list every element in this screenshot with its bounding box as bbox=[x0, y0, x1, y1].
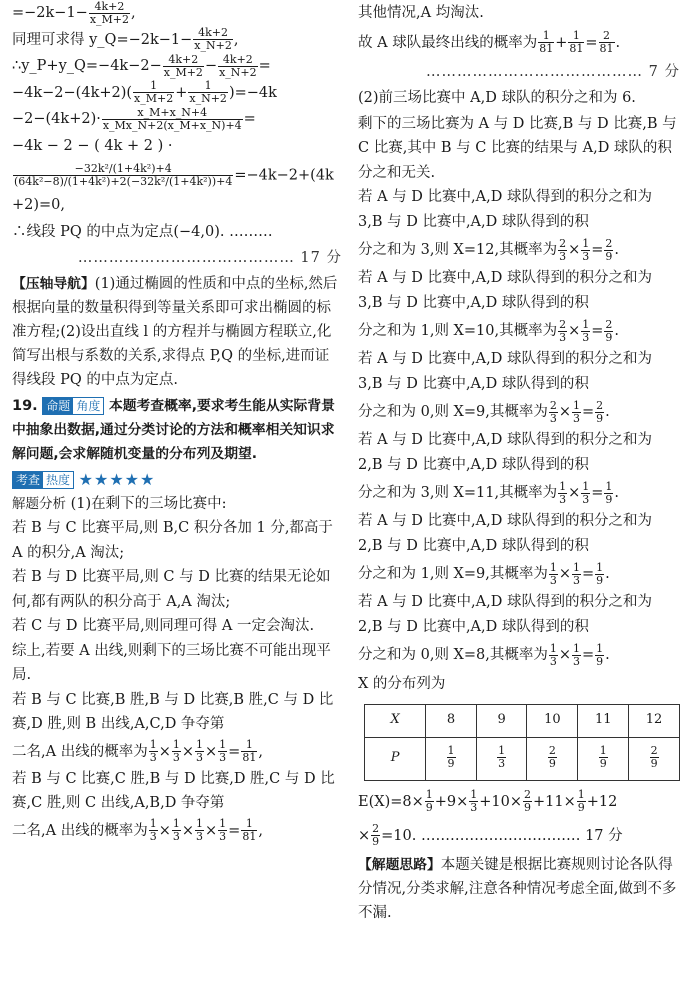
fraction: $\frac{2}{9}$ bbox=[596, 398, 604, 425]
table-header: X bbox=[365, 704, 426, 737]
right-column bbox=[358, 0, 680, 925]
fraction: $\frac{1}{3}$ bbox=[219, 738, 227, 764]
table-header: P bbox=[365, 737, 426, 780]
case-probability: 分之和为 1,则 X=9,其概率为 $\frac{1}{3}$ × $\frac{1}{3}$ = $\frac{1}{9}$ . bbox=[358, 560, 610, 587]
expectation-line: E(X)=8× $\frac{1}{9}$ +9× $\frac{1}{3}$ +10× $\frac{2}{9}$ +11× $\frac{1}{9}$ +12 bbox=[358, 788, 618, 814]
case-probability: 分之和为 0,则 X=9,其概率为 $\frac{2}{3}$ × $\frac{1}{3}$ = $\frac{2}{9}$ . bbox=[358, 398, 610, 425]
idea-title: 【解题思路】 bbox=[358, 856, 441, 873]
table-cell: $\frac{1}{9}$ bbox=[578, 737, 629, 780]
distribution-table bbox=[364, 704, 680, 781]
fraction: $\frac{1}{9}$ bbox=[596, 641, 604, 668]
fraction: $\frac{1}{3}$ bbox=[149, 738, 157, 764]
table-row bbox=[365, 704, 680, 737]
fraction: $\frac{1}{9}$ bbox=[605, 479, 613, 506]
fraction: $\frac{1}{3}$ bbox=[470, 788, 478, 814]
case-text: 若 A 与 D 比赛中,A,D 球队得到的积分之和为 2,B 与 D 比赛中,A,D 球队得到的积 bbox=[358, 513, 652, 554]
analysis-title: 解题分析 bbox=[12, 495, 66, 512]
fraction: $\frac{1}{3}$ bbox=[219, 817, 227, 843]
fraction: $\frac{1}{81}$ bbox=[539, 29, 554, 55]
eq-text: 同理可求得 y_Q=−2k−1− bbox=[12, 31, 193, 48]
fraction: $\frac{4k+2}{x\_M+2}$ bbox=[89, 0, 130, 26]
case-text: 若 A 与 D 比赛中,A,D 球队得到的积分之和为 3,B 与 D 比赛中,A,D 球队得到的积 bbox=[358, 351, 652, 392]
heat-tag: 考查 热度 bbox=[12, 471, 74, 489]
fraction: $\frac{1}{x\_N+2}$ bbox=[189, 79, 227, 105]
eq-text: =−2k−1− bbox=[12, 5, 88, 21]
eq-text: ∴y_P+y_Q=−4k−2− bbox=[12, 58, 162, 74]
fraction: $\frac{x\_M+x\_N+4}{x\_Mx\_N+2(x\_M+x\_N)+4}$ bbox=[102, 105, 242, 132]
table-cell: $\frac{1}{9}$ bbox=[426, 737, 477, 780]
case-item bbox=[358, 185, 680, 266]
fraction: $\frac{1}{3}$ bbox=[559, 479, 567, 506]
analysis-para: 若 B 与 D 比赛平局,则 C 与 D 比赛的结果无论如何,都有两队的积分高于 A,A 淘汰; bbox=[12, 569, 331, 610]
fraction: $\frac{4k+2}{x\_M+2}$ bbox=[163, 52, 203, 79]
fraction: $\frac{1}{3}$ bbox=[149, 817, 157, 843]
nav-title: 【压轴导航】 bbox=[12, 275, 95, 292]
equation-line-3: ∴y_P+y_Q=−4k−2− $\frac{4k+2}{x\_M+2}$ − $\frac{4k+2}{x\_N+2}$ = bbox=[12, 52, 271, 79]
case-item bbox=[358, 428, 680, 509]
table-cell: 9 bbox=[476, 704, 527, 737]
table-cell: $\frac{1}{3}$ bbox=[476, 737, 527, 780]
table-cell: 12 bbox=[629, 704, 680, 737]
fraction: $\frac{1}{81}$ bbox=[242, 738, 257, 764]
fraction: $\frac{1}{81}$ bbox=[569, 29, 584, 55]
conclusion-line: ∴线段 PQ 的中点为定点(−4,0). ……… bbox=[12, 223, 273, 240]
fraction: $\frac{1}{3}$ bbox=[172, 817, 180, 843]
fraction: $\frac{2}{9}$ bbox=[605, 236, 613, 263]
fraction: $\frac{1}{3}$ bbox=[582, 479, 590, 506]
solution-idea-note bbox=[358, 853, 680, 925]
fraction: $\frac{1}{3}$ bbox=[573, 398, 581, 425]
question-description: 本题考查概率,要求考生能从实际背景中抽象出数据,通过分类讨论的方法和概率相关知识求解问题,会求解随机变量的分布列及期望. bbox=[12, 397, 335, 462]
fraction: $\frac{1}{81}$ bbox=[242, 817, 257, 843]
expectation-line-2: × $\frac{2}{9}$ =10. …………………………… 17 分 bbox=[358, 822, 623, 848]
table-cell: $\frac{2}{9}$ bbox=[527, 737, 578, 780]
probability-line: 二名,A 出线的概率为 $\frac{1}{3}$ × $\frac{1}{3}$ × $\frac{1}{3}$ × $\frac{1}{3}$ = $\frac{1}{81}$ , bbox=[12, 738, 263, 764]
fraction: $\frac{1}{x\_M+2}$ bbox=[134, 79, 174, 105]
case-list bbox=[358, 185, 680, 671]
total-probability-line: 故 A 球队最终出线的概率为 $\frac{1}{81}$ + $\frac{1}{81}$ = $\frac{2}{81}$ . bbox=[358, 29, 621, 55]
fraction: $\frac{1}{9}$ bbox=[425, 788, 433, 814]
text-line: 其他情况,A 均淘汰. bbox=[358, 5, 484, 21]
fraction: $\frac{1}{3}$ bbox=[196, 738, 204, 764]
fraction: $\frac{1}{3}$ bbox=[549, 641, 557, 668]
case-probability: 分之和为 1,则 X=10,其概率为 $\frac{2}{3}$ × $\frac{1}{3}$ = $\frac{2}{9}$ . bbox=[358, 317, 620, 344]
fraction: $\frac{2}{9}$ bbox=[372, 822, 380, 848]
case-item bbox=[358, 347, 680, 428]
score-marker: …………………………………… 17 分 bbox=[77, 250, 342, 266]
case-item bbox=[358, 266, 680, 347]
analysis-para: 若 B 与 C 比赛平局,则 B,C 积分各加 1 分,都高于 A 的积分,A 淘汰; bbox=[12, 520, 333, 561]
table-cell: 8 bbox=[426, 704, 477, 737]
fraction: $\frac{2}{9}$ bbox=[605, 317, 613, 344]
fraction: $\frac{2}{3}$ bbox=[559, 236, 567, 263]
equation-line-2: 同理可求得 y_Q=−2k−1− $\frac{4k+2}{x\_N+2}$ , bbox=[12, 26, 239, 52]
case-probability: 分之和为 3,则 X=12,其概率为 $\frac{2}{3}$ × $\frac{1}{3}$ = $\frac{2}{9}$ . bbox=[358, 236, 620, 263]
equation-line-8: +2)=0, bbox=[12, 197, 66, 213]
equation-line-6: −4k − 2 − ( 4k + 2 ) · bbox=[12, 137, 173, 154]
text-line: (2)前三场比赛中 A,D 球队的积分之和为 6. bbox=[358, 90, 636, 106]
analysis-para: 若 C 与 D 比赛平局,则同理可得 A 一定会淘汰. bbox=[12, 618, 315, 634]
analysis-para: 若 B 与 C 比赛,B 胜,B 与 D 比赛,B 胜,C 与 D 比赛,D 胜,则 B 出线,A,C,D 争夺第 bbox=[12, 691, 334, 732]
fraction: $\frac{1}{9}$ bbox=[577, 788, 585, 814]
case-text: 若 A 与 D 比赛中,A,D 球队得到的积分之和为 3,B 与 D 比赛中,A,D 球队得到的积 bbox=[358, 270, 652, 311]
proposition-angle-tag: 命题 角度 bbox=[42, 397, 104, 415]
score-marker: …………………………………… 7 分 bbox=[426, 63, 680, 80]
question-number: 19. bbox=[12, 397, 38, 414]
fraction: $\frac{\text{−32k²/(1+4k²)+4}}{\text{(64k²−8)/(1+4k²)+2(−32k²/(1+4k²))+4}}$ bbox=[14, 162, 233, 188]
question-19-header bbox=[12, 394, 342, 466]
analysis-para: 若 B 与 C 比赛,C 胜,B 与 D 比赛,D 胜,C 与 D 比赛,C 胜,则 C 出线,A,B,D 争夺第 bbox=[12, 770, 335, 811]
fraction: $\frac{1}{3}$ bbox=[582, 317, 590, 344]
fraction: $\frac{2}{81}$ bbox=[599, 29, 614, 55]
table-cell: 11 bbox=[578, 704, 629, 737]
fraction: $\frac{4k+2}{x\_N+2}$ bbox=[194, 26, 232, 52]
case-probability: 分之和为 0,则 X=8,其概率为 $\frac{1}{3}$ × $\frac{1}{3}$ = $\frac{1}{9}$ . bbox=[358, 641, 610, 668]
table-cell: 10 bbox=[527, 704, 578, 737]
fraction: $\frac{1}{3}$ bbox=[573, 560, 581, 587]
analysis-block: 解题分析 (1)在剩下的三场比赛中: 若 B 与 C 比赛平局,则 B,C 积分各加 1 分,都高于 A 的积分,A 淘汰; 若 B 与 D 比赛平局,则 C 与 D 比赛的结果无论如何,都有两队的积分高于 A,A 淘汰; 若 C 与 D 比赛平局,则同理可得 A 一定会淘汰. 综上,若要 A 出线,则剩下的三场比赛不可能出现平局. 若 B 与 C 比赛,B 胜,B 与 D 比赛,B 胜,C 与 D 比赛,D 胜,则 B 出线,A,C,D 争夺第 二名,A 出线的概率为 $\frac{1}{3}$ × $\frac{1}{3}$ × $\frac{1}{3}$ × $\frac{1}{3}$ = $\frac{1}{81}$ , 若 B 与 C 比赛,C 胜,B 与 D 比赛,D 胜,C 与 D 比赛,C 胜,则 C 出线,A,B,D 争夺第 二名,A 出线的概率为 $\frac{1}{3}$ × $\frac{1}{3}$ × $\frac{1}{3}$ × $\frac{1}{3}$ = $\frac{1}{81}$ , bbox=[12, 492, 342, 846]
equation-line-5: −2−(4k+2)· $\frac{x\_M+x\_N+4}{x\_Mx\_N+2(x\_M+x\_N)+4}$ = bbox=[12, 105, 256, 132]
idea-text: 本题关键是根据比赛规则讨论各队得分情况,分类求解,注意各种情况考虑全面,做到不多不漏. bbox=[358, 856, 677, 921]
case-text: 若 A 与 D 比赛中,A,D 球队得到的积分之和为 2,B 与 D 比赛中,A,D 球队得到的积 bbox=[358, 432, 652, 473]
probability-line: 二名,A 出线的概率为 $\frac{1}{3}$ × $\frac{1}{3}$ × $\frac{1}{3}$ × $\frac{1}{3}$ = $\frac{1}{81}$ , bbox=[12, 817, 263, 843]
fraction: $\frac{1}{3}$ bbox=[573, 641, 581, 668]
case-probability: 分之和为 3,则 X=11,其概率为 $\frac{1}{3}$ × $\frac{1}{3}$ = $\frac{1}{9}$ . bbox=[358, 479, 620, 506]
equation-line-4: −4k−2−(4k+2)( $\frac{1}{x\_M+2}$ + $\frac{1}{x\_N+2}$ )=−4k bbox=[12, 79, 277, 105]
fraction: $\frac{2}{3}$ bbox=[559, 317, 567, 344]
case-text: 若 A 与 D 比赛中,A,D 球队得到的积分之和为 2,B 与 D 比赛中,A,D 球队得到的积 bbox=[358, 594, 652, 635]
equation-line-1: =−2k−1− $\frac{4k+2}{x\_M+2}$ , bbox=[12, 0, 136, 26]
fraction: $\frac{2}{3}$ bbox=[549, 398, 557, 425]
table-row bbox=[365, 737, 680, 780]
equation-line-7: $\frac{\text{−32k²/(1+4k²)+4}}{\text{(64k²−8)/(1+4k²)+2(−32k²/(1+4k²))+4}}$ =−4k−2+(4k bbox=[14, 162, 334, 188]
analysis-para: 综上,若要 A 出线,则剩下的三场比赛不可能出现平局. bbox=[12, 642, 331, 683]
fraction: $\frac{1}{3}$ bbox=[196, 817, 204, 843]
fraction: $\frac{2}{9}$ bbox=[524, 788, 532, 814]
fraction: $\frac{1}{3}$ bbox=[549, 560, 557, 587]
case-text: 若 A 与 D 比赛中,A,D 球队得到的积分之和为 3,B 与 D 比赛中,A,D 球队得到的积 bbox=[358, 189, 652, 230]
navigation-note bbox=[12, 272, 342, 392]
case-item bbox=[358, 509, 680, 590]
fraction: $\frac{1}{9}$ bbox=[596, 560, 604, 587]
table-cell: $\frac{2}{9}$ bbox=[629, 737, 680, 780]
fraction: $\frac{1}{3}$ bbox=[172, 738, 180, 764]
case-item bbox=[358, 590, 680, 671]
nav-text: (1)通过椭圆的性质和中点的坐标,然后根据向量的数量积得到等量关系即可求出椭圆的标准方程;(2)设出直线 l 的方程并与椭圆方程联立,化简写出根与系数的关系,求得点 P,Q 的坐标,进而证得线段 PQ 的中点为定点. bbox=[12, 275, 338, 388]
fraction: $\frac{1}{3}$ bbox=[582, 236, 590, 263]
left-column bbox=[12, 0, 342, 846]
star-rating-icon: ★★★★★ bbox=[78, 469, 156, 489]
text-para: 剩下的三场比赛为 A 与 D 比赛,B 与 D 比赛,B 与 C 比赛,其中 B 与 C 比赛的结果与 A,D 球队的积分之和无关. bbox=[358, 115, 677, 181]
heat-rating bbox=[12, 468, 342, 492]
distribution-title: X 的分布列为 bbox=[358, 676, 446, 692]
fraction: $\frac{4k+2}{x\_N+2}$ bbox=[219, 52, 257, 79]
